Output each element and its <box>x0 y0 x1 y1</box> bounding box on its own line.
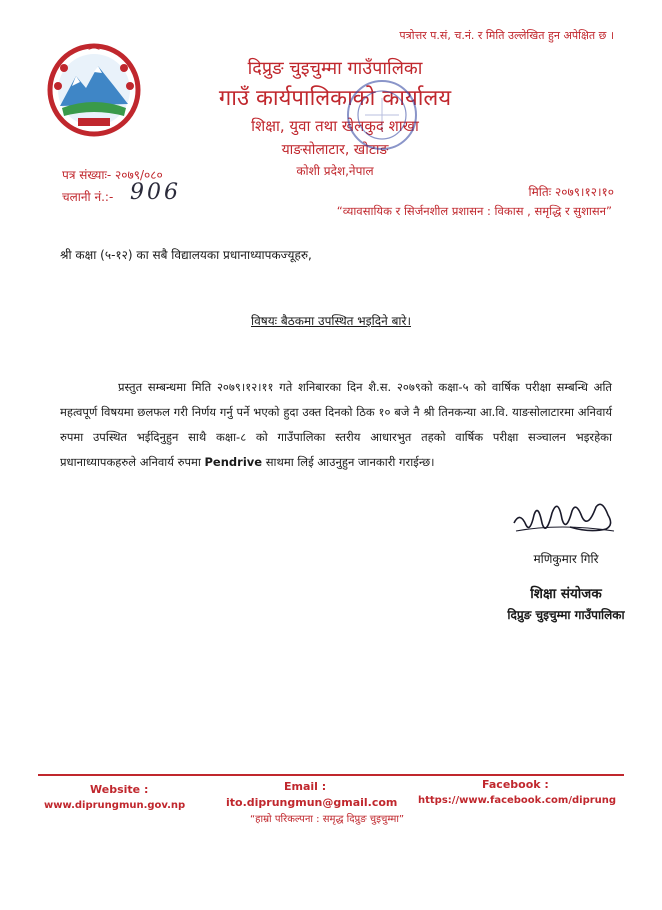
office-stamp-icon <box>345 78 419 152</box>
footer-website[interactable]: www.diprungmun.gov.np <box>44 800 186 811</box>
body-text-part1: प्रस्तुत सम्बन्धमा मिति २०७९।१२।११ गते शनिबारका दिन शै.स. २०७९को कक्षा-५ को वार्षिक परीक्षा सम्बन्धि अति महत्वपूर्ण विषयमा छलफल गरी निर्णय गर्नु पर्ने भएको हुदा उक्त दिनको ठिक १० बजे नै श्री तिनकन्या आ.वि. याङसोलाटारमा अनिवार्य रुपमा उपस्थित भईदिनुहुन साथै कक्षा-८ को गाउँपालिका स्तरीय आधारभुत तहको वार्षिक परीक्षा सञ्चालन भइरहेका प्रधानाध्यापकहरुले अनिवार्य रुपमा <box>60 380 612 469</box>
footer-website-label: Website : <box>90 783 149 796</box>
footer-email-label: Email : <box>284 780 327 793</box>
nepal-emblem-icon <box>44 42 144 138</box>
branch-name: शिक्षा, युवा तथा खेलकुद शाखा <box>251 117 419 135</box>
signer-name: मणिकुमार गिरि <box>533 552 599 566</box>
footer-facebook-label: Facebook : <box>482 778 549 791</box>
office-address: याङसोलाटार, खोटाङ <box>281 142 389 158</box>
footer-facebook[interactable]: https://www.facebook.com/diprung <box>418 795 617 806</box>
signature-icon <box>510 493 620 543</box>
body-text-part2: साथमा लिई आउनुहुन जानकारी गराईन्छ। <box>262 455 435 469</box>
top-note: पत्रोत्तर प.सं, च.नं. र मिति उल्लेखित हुन अपेक्षित छ । <box>399 29 614 42</box>
office-province: कोशी प्रदेश,नेपाल <box>296 164 374 178</box>
addressee: श्री कक्षा (५-१२) का सबै विद्यालयका प्रधानाध्यापकज्यूहरु, <box>60 248 312 262</box>
municipality-name: दिप्रुङ चुइचुम्मा गाउँपालिका <box>247 58 423 79</box>
office-slogan: “व्यावसायिक र सिर्जनशील प्रशासन : विकास , समृद्धि र सुशासन” <box>336 204 612 218</box>
signer-title: शिक्षा संयोजक <box>530 586 602 602</box>
letter-number: पत्र संख्याः- २०७९/०८० <box>62 168 163 182</box>
letter-body <box>60 375 612 475</box>
body-text-bold: Pendrive <box>204 455 263 469</box>
letter-date: मितिः २०७९।१२।१० <box>528 185 614 199</box>
footer-slogan: “हाम्रो परिकल्पना : समृद्ध दिप्रुङ चुइचुम्मा” <box>250 814 405 825</box>
signer-organization: दिप्रुङ चुइचुम्मा गाउँपालिका <box>507 608 625 622</box>
office-name: गाउँ कार्यपालिकाको कार्यालय <box>218 86 452 111</box>
footer-email[interactable]: ito.diprungmun@gmail.com <box>226 796 398 809</box>
subject-text: विषयः बैठकमा उपस्थित भइदिने बारे। <box>250 314 411 328</box>
dispatch-number-label: चलानी नं.:- <box>62 190 114 204</box>
subject-line <box>0 312 662 329</box>
dispatch-number-handwritten: 906 <box>130 180 181 205</box>
footer-divider <box>38 774 624 776</box>
